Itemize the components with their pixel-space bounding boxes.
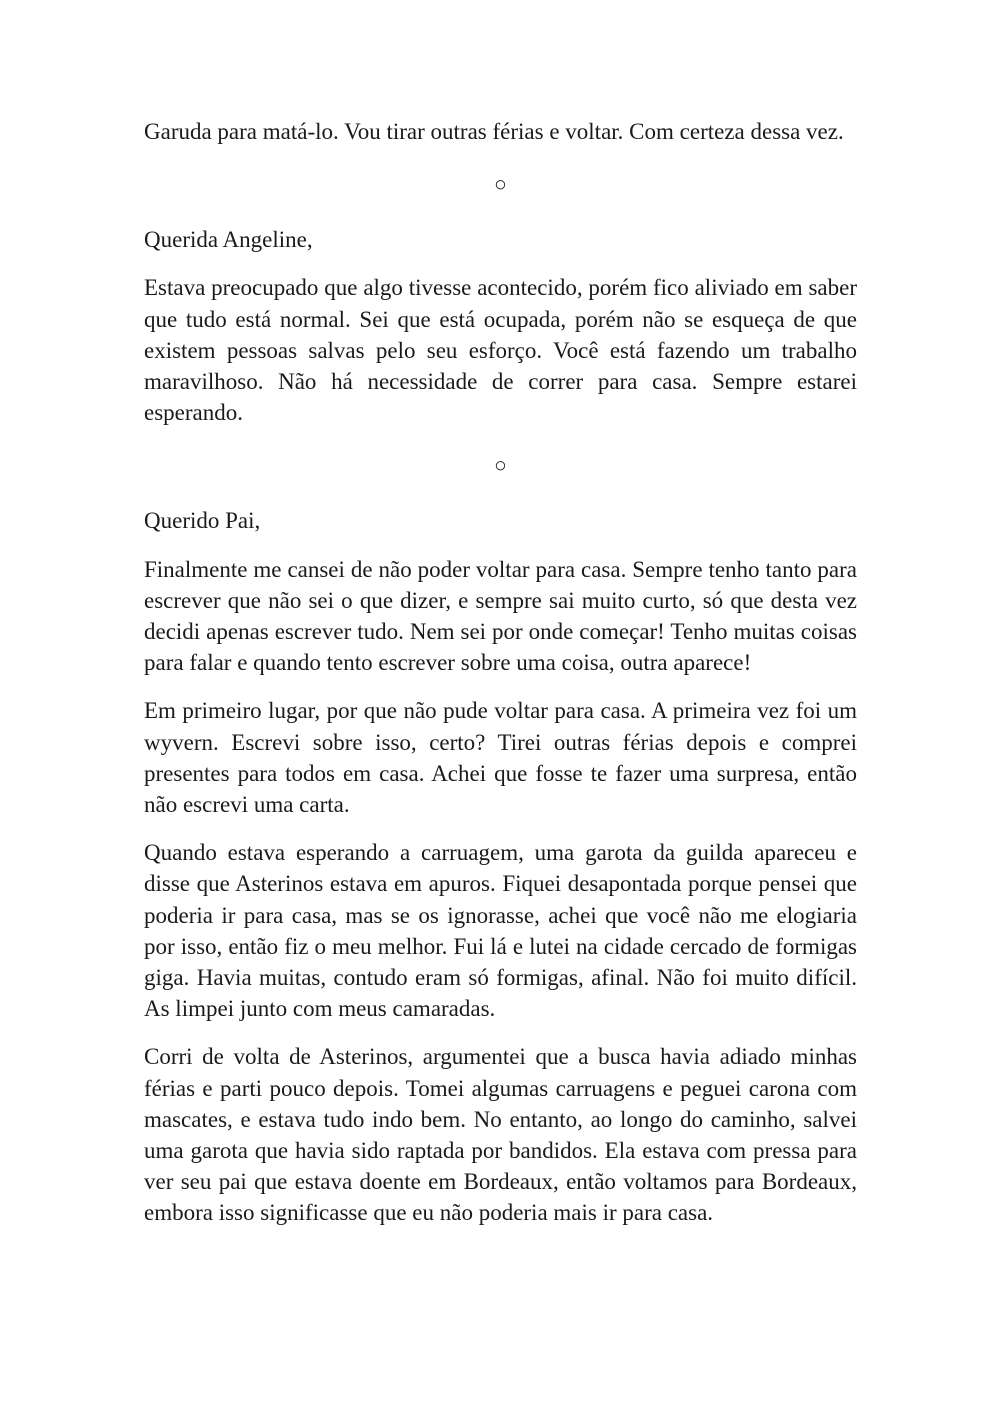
- letter-paragraph: Quando estava esperando a carruagem, uma garota da guilda apareceu e disse que Asterinos estava em apuros. Fiquei desapontada porque pensei que poderia ir para casa, mas se os ignorasse, achei que você não me elogiaria por isso, então fiz o meu melhor. Fui lá e lutei na cidade cercado de formigas giga. Havia muitas, contudo eram só formigas, afinal. Não foi muito difícil. As limpei junto com meus camaradas.: [144, 840, 857, 1022]
- section-separator-circle: ○: [494, 172, 507, 197]
- letter-salutation-pai: Querido Pai,: [144, 508, 261, 534]
- letter-paragraph: Finalmente me cansei de não poder voltar para casa. Sempre tenho tanto para escrever que não sei o que dizer, e sempre sai muito curto, só que desta vez decidi apenas escrever tudo. Nem sei por onde começar! Tenho muitas coisas para falar e quando tento escrever sobre uma coisa, outra aparece!: [144, 556, 857, 676]
- paragraph-continuation: Garuda para matá-lo. Vou tirar outras férias e voltar. Com certeza dessa vez.: [144, 119, 844, 144]
- letter-paragraph: Em primeiro lugar, por que não pude voltar para casa. A primeira vez foi um wyvern. Escrevi sobre isso, certo? Tirei outras férias depois e comprei presentes para todos em casa. Achei que fosse te fazer uma surpresa, então não escrevi uma carta.: [144, 698, 857, 818]
- letter-paragraph: Estava preocupado que algo tivesse acontecido, porém fico aliviado em saber que tudo está normal. Sei que está ocupada, porém não se esqueça de que existem pessoas salvas pelo seu esforço. Você está fazendo um trabalho maravilhoso. Não há necessidade de correr para casa. Sempre estarei esperando.: [144, 275, 857, 426]
- letter-salutation-angeline: Querida Angeline,: [144, 227, 313, 253]
- section-separator-circle: ○: [494, 453, 507, 478]
- letter-paragraph: Corri de volta de Asterinos, argumentei que a busca havia adiado minhas férias e parti pouco depois. Tomei algumas carruagens e peguei carona com mascates, e estava tudo indo bem. No entanto, ao longo do caminho, salvei uma garota que havia sido raptada por bandidos. Ela estava com pressa para ver seu pai que estava doente em Bordeaux, então voltamos para Bordeaux, embora isso significasse que eu não poderia mais ir para casa.: [144, 1044, 857, 1226]
- document-page: [144, 116, 857, 1246]
